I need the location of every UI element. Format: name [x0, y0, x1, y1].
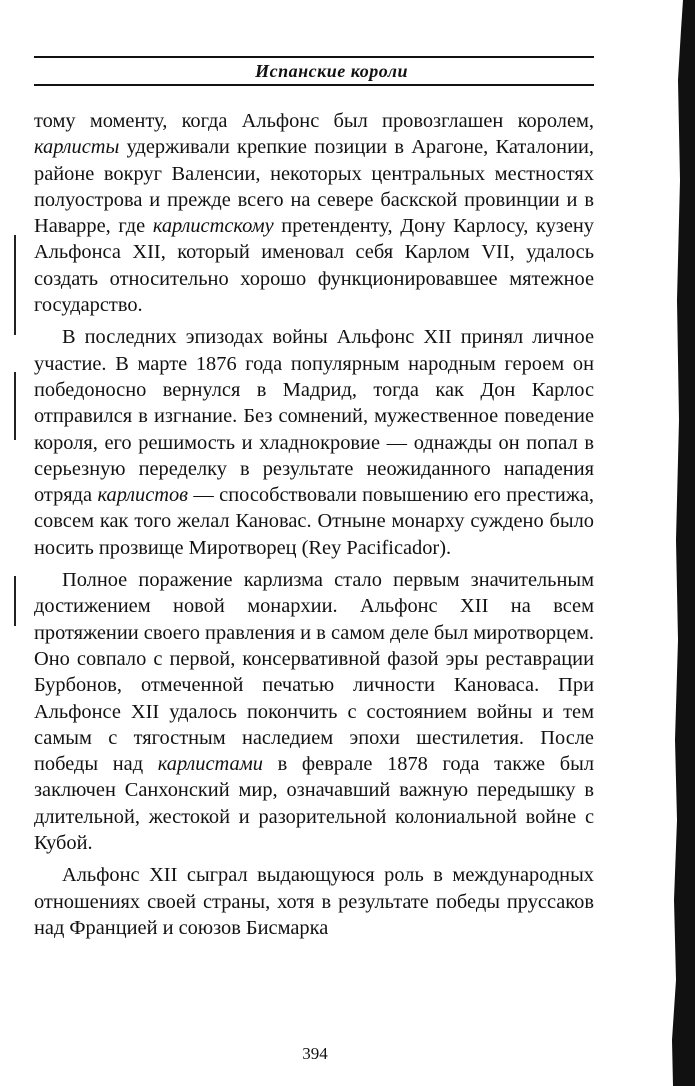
running-header: [34, 56, 594, 86]
text-run: удерживали крепкие позиции в Арагоне, Каталонии, районе вокруг Валенсии, некоторых центральных местностях полуострова и прежде всего на севере баскской провинции и в Наварре, где: [34, 136, 594, 238]
binding-shadow: [667, 0, 695, 1086]
paragraph: [34, 567, 594, 856]
italic-term: карлистскому: [152, 215, 274, 238]
margin-mark: [14, 372, 16, 440]
margin-mark: [14, 576, 16, 626]
text-run: В последних эпизодах войны Альфонс XII принял личное участие. В марте 1876 года популярным народным героем он победоносно вернулся в Мадрид, тогда как Дон Карлос отправился в изгнание. Без сомнений, мужественное поведение короля, его решимость и хладнокровие — однажды он попал в серьезную переделку в результате неожиданного нападения отряда: [34, 326, 594, 507]
margin-mark: [14, 235, 16, 335]
page-number: 394: [302, 1044, 328, 1063]
text-run: претенденту, Дону Карлосу, кузену Альфонса XII, который именовал себя Карлом VII, удалось создать относительно хорошо функционировавшее мятежное государство.: [34, 215, 594, 317]
text-run: Альфонс XII сыграл выдающуюся роль в международных отношениях своей страны, хотя в результате победы пруссаков над Францией и союзов Бисмарка: [34, 864, 594, 939]
paragraph: [34, 108, 594, 318]
paragraph: [34, 324, 594, 561]
text-run: Полное поражение карлизма стало первым значительным достижением новой монархии. Альфонс XII на всем протяжении своего правления и в самом деле был миротворцем. Оно совпало с первой, консервативной фазой эры реставрации Бурбонов, отмеченной печатью личности Кановаса. При Альфонсе XII удалось покончить с состоянием войны и тем самым с тягостным наследием эпохи шестилетия. После победы над: [34, 569, 594, 776]
text-run: — способствовали повышению его престижа, совсем как того желал Кановас. Отныне монарху суждено было носить прозвище Миротворец (Rey Pacificador).: [34, 484, 595, 559]
paragraph: [34, 862, 594, 941]
body-text: [34, 108, 594, 947]
italic-term: карлистов: [97, 484, 189, 507]
running-title: Испанские короли: [255, 61, 408, 81]
italic-term: карлистами: [157, 753, 263, 776]
text-run: тому моменту, когда Альфонс был провозглашен королем,: [34, 110, 594, 132]
italic-term: карлисты: [34, 136, 120, 159]
text-run: в феврале 1878 года также был заключен Санхонский мир, означавший важную передышку в длительной, жестокой и разорительной колониальной войне с Кубой.: [34, 753, 594, 855]
